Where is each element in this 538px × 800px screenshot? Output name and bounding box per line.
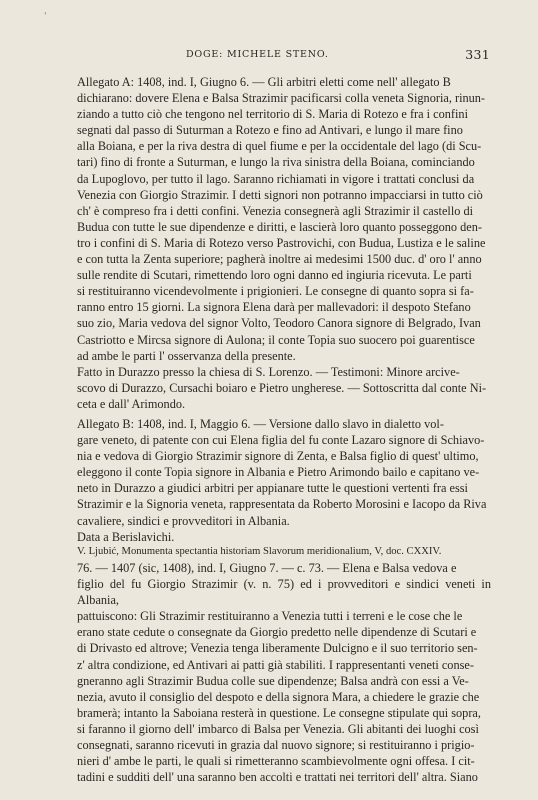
text-line: alla Boiana, e per la riva destra di quel fiume e per la occidentale del lago (di Scu-: [77, 139, 482, 154]
text-line: ch' è compreso fra i detti confini. Venezia consegnerà agli Strazimir il castello di: [77, 203, 474, 218]
allegato-a-block: [77, 74, 491, 412]
text-line: da Lupoglovo, per tutto il lago. Saranno richiamati in vigore i trattati conclusi da: [77, 171, 475, 186]
text-line: bramerà; intanto la Saboiana resterà in questione. Le consegne stipulate qui sopra,: [77, 705, 481, 720]
text-line: nezia, avuto il consiglio del despoto e della signora Mara, a chiedere le grazie che: [77, 689, 480, 704]
text-line: di Drivasto ed altrove; Venezia tenga liberamente Dulcigno e il suo territorio sen-: [77, 641, 478, 656]
text-line: erano state cedute o consegnate da Giorgio predetto nelle dipendenze di Scutari e: [77, 625, 477, 640]
text-line: gneranno agli Strazimir Budua colle sue dipendenze; Balsa andrà con essi a Ve-: [77, 673, 469, 688]
text-line: Allegato A: 1408, ind. I, Giugno 6. — Gli arbitri eletti come nell' allegato B: [77, 75, 451, 89]
page-number: 331: [465, 47, 490, 62]
text-line: gare veneto, di patente con cui Elena figlia del fu conte Lazaro signore di Schiavo-: [77, 433, 485, 448]
text-line: segnati dal passo di Suturman a Rotezo e fino ad Antivari, e lungo il mare fino: [77, 123, 463, 138]
text-line: Allegato B: 1408, ind. I, Maggio 6. — Versione dallo slavo in dialetto vol-: [77, 417, 444, 431]
text-line: ad ambe le parti l' osservanza della presente.: [77, 348, 296, 363]
text-line: scovo di Durazzo, Cursachi boiaro e Pietro ungherese. — Sottoscritta dal conte Ni-: [77, 380, 487, 395]
text-line: suo zio, Maria vedova del signor Volto, Teodoro Canora signore di Belgrado, Ivan: [77, 316, 481, 331]
text-line: Fatto in Durazzo presso la chiesa di S. Lorenzo. — Testimoni: Minore arcive-: [77, 364, 460, 379]
text-line: dichiarano: dovere Elena e Balsa Strazimir pacificarsi colla veneta Signoria, rinun-: [77, 91, 486, 106]
text-line: tadini e sudditi dell' una saranno ben accolti e trattati nei territori dell' altra. Siano: [77, 770, 478, 785]
text-line: ziando a tutto ciò che tengono nel territorio di S. Maria di Rotezo e fra i confini: [77, 107, 468, 122]
allegato-b-block: [77, 416, 491, 559]
text-line: tro i confini di S. Maria di Rotezo verso Pastrovichi, con Budua, Lustiza e le saline: [77, 235, 486, 250]
text-line: tari) fino di fronte a Suturman, e lungo la riva sinistra della Boiana, cominciando: [77, 155, 475, 170]
text-line: Castriotto e Mircsa signore di Aulona; il conte Topia suo suocero poi guarentisce: [77, 332, 475, 347]
running-title: DOGE: MICHELE STENO.: [186, 49, 329, 60]
entry-76-block: [77, 560, 491, 785]
text-line: neto in Durazzo a giudici arbitri per appianare tutte le questioni vertenti fra essi: [77, 481, 468, 496]
text-line: si faranno il giorno dell' imbarco di Balsa per Venezia. Gli abitanti dei luoghi così: [77, 721, 479, 736]
text-line: cavaliere, sindici e provveditori in Albania.: [77, 513, 290, 528]
text-line: si restituiranno vicendevolmente i prigionieri. Le consegne di quanto sopra si fa-: [77, 284, 474, 299]
text-line: figlio del fu Giorgio Strazimir (v. n. 75) ed i provveditori e sindici veneti in Albania,: [77, 577, 491, 608]
text-line: eleggono il conte Topia signore in Albania e Pietro Arimondo bailo e capitano ve-: [77, 465, 480, 480]
text-line: 76. — 1407 (sic, 1408), ind. I, Giugno 7. — c. 73. — Elena e Balsa vedova e: [77, 561, 457, 575]
text-line: nieri d' ambe le parti, le quali si rimetteranno scambievolmente ogni offesa. I cit-: [77, 754, 475, 769]
text-line: ceta e dall' Arimondo.: [77, 396, 186, 411]
text-line: ranno entro 15 giorni. La signora Elena darà per mallevadori: il despoto Stefano: [77, 300, 471, 315]
text-line: consegnati, saranno ricevuti in grazia dal nuovo signore; si restituiranno i prigio-: [77, 738, 475, 753]
page-header: [76, 48, 490, 64]
text-line: pattuiscono: Gli Strazimir restituiranno a Venezia tutti i terreni e le cose che le: [77, 609, 463, 624]
text-line: e con tutta la Zenta superiore; pagherà inoltre ai medesimi 1500 duc. d' oro l' anno: [77, 252, 482, 267]
text-line: Strazimir e la Signoria veneta, rappresentata da Roberto Morosini e Iacopo da Riva: [77, 497, 487, 512]
text-line: Venezia con Giorgio Strazimir. I detti signori non potranno impacciarsi in tutto ciò: [77, 187, 483, 202]
text-line: z' altra condizione, ed Antivari ai patti già stabiliti. I rappresentanti veneti conse-: [77, 657, 474, 672]
text-line: Budua con tutte le sue dipendenze e diritti, e lascierà loro quanto posseggono den-: [77, 219, 482, 234]
text-line: sulle rendite di Scutari, rimettendo loro ogni danno ed ingiuria ricevuta. Le parti: [77, 268, 472, 283]
text-line: nia e vedova di Giorgio Strazimir signore di Zenta, e Balsa figlio di quest' ultimo,: [77, 449, 479, 464]
text-line: Data a Berislavichi.: [77, 529, 175, 544]
margin-mark: ': [44, 12, 47, 22]
citation: V. Ljubić, Monumenta spectantia historiam Slavorum meridionalium, V, doc. CXXIV.: [77, 545, 442, 557]
